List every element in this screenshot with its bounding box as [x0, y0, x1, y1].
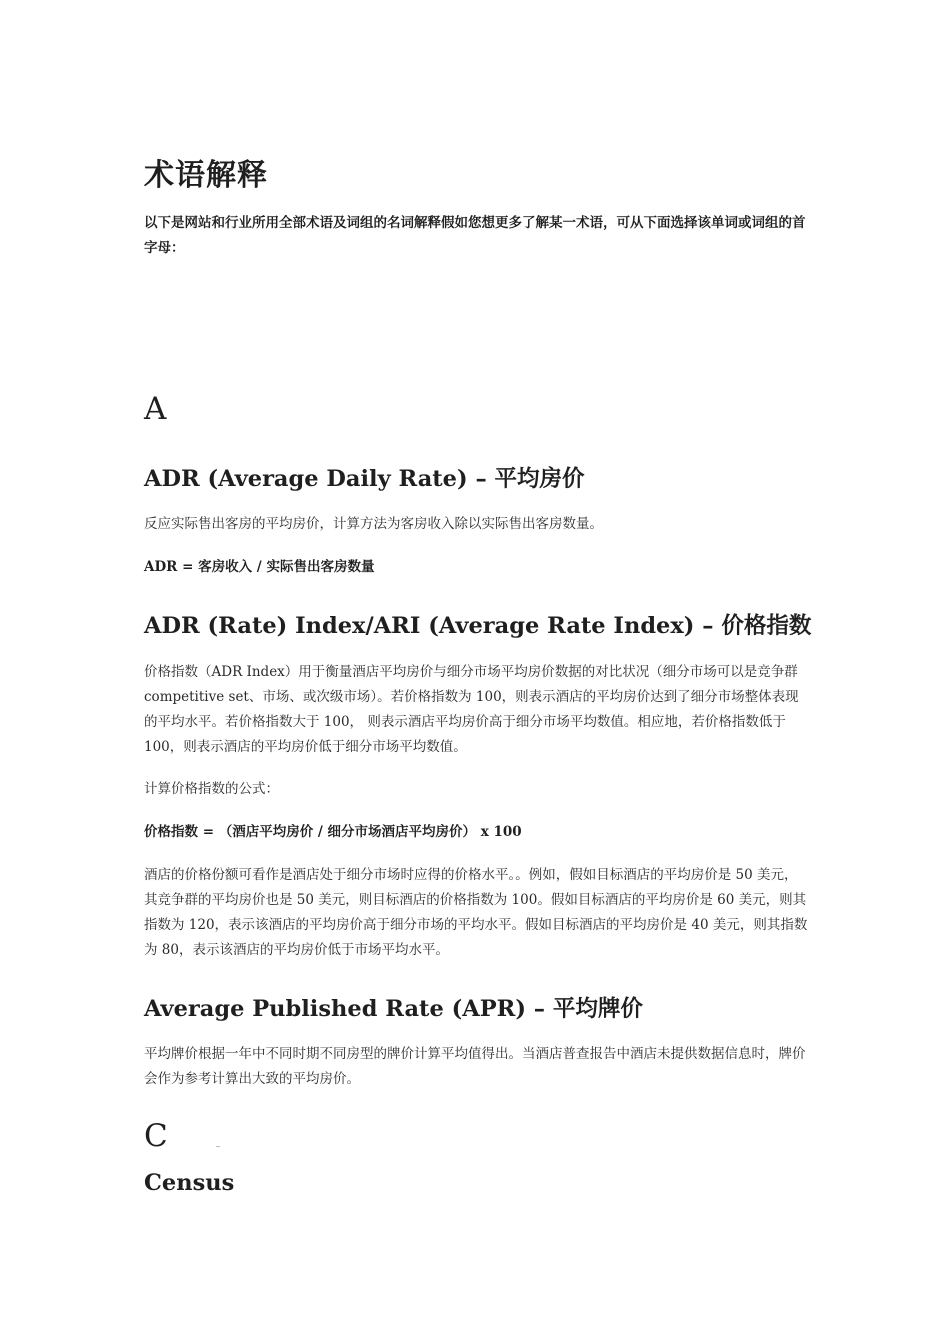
- term-formula-adr: ADR = 客房收入 / 实际售出客房数量: [144, 559, 375, 575]
- term-description-apr: 平均牌价根据一年中不同时期不同房型的牌价计算平均值得出。当酒店普查报告中酒店未提供数据信息时，牌价会作为参考计算出大致的平均房价。: [144, 1046, 806, 1087]
- term-example-adr-index: 酒店的价格份额可看作是酒店处于细分市场时应得的价格水平。。例如，假如目标酒店的平均房价是 50 美元，其竞争群的平均房价也是 50 美元，则目标酒店的价格指数为 100。假如目标酒店的平均房价是 60 美元，则其指数为 120，表示该酒店的平均房价高于细分市场的平均水平。假如目标酒店的平均房价是 40 美元，则其指数为 80，表示该酒店的平均房价低于市场平均水平。: [144, 867, 808, 958]
- section-letter-c: C: [144, 1118, 168, 1154]
- page-title: 术语解释: [144, 158, 268, 193]
- term-formula-adr-index: 价格指数 = （酒店平均房价 / 细分市场酒店平均房价） x 100: [144, 824, 522, 840]
- term-formula-intro-adr-index: 计算价格指数的公式：: [144, 781, 279, 797]
- term-heading-apr: Average Published Rate (APR) – 平均牌价: [144, 996, 643, 1022]
- term-heading-adr-index: ADR (Rate) Index/ARI (Average Rate Index) – 价格指数: [144, 613, 812, 639]
- term-description-adr: 反应实际售出客房的平均房价，计算方法为客房收入除以实际售出客房数量。: [144, 516, 603, 532]
- term-heading-adr: ADR (Average Daily Rate) – 平均房价: [144, 466, 585, 492]
- term-heading-census: Census: [144, 1170, 235, 1196]
- intro-text: 以下是网站和行业所用全部术语及词组的名词解释假如您想更多了解某一术语，可从下面选择该单词或词组的首字母：: [144, 215, 806, 256]
- section-letter-a: A: [144, 391, 167, 427]
- divider-mark: [216, 1146, 220, 1147]
- term-description-adr-index: 价格指数（ADR Index）用于衡量酒店平均房价与细分市场平均房价数据的对比状况（细分市场可以是竞争群 competitive set、市场、或次级市场）。若价格指数为 100，则表示酒店的平均房价达到了细分市场整体表现的平均水平。若价格指数大于 100， 则表示酒店平均房价高于细分市场平均数值。相应地，若价格指数低于 100，则表示酒店的平均房价低于细分市场平均数值。: [144, 664, 799, 755]
